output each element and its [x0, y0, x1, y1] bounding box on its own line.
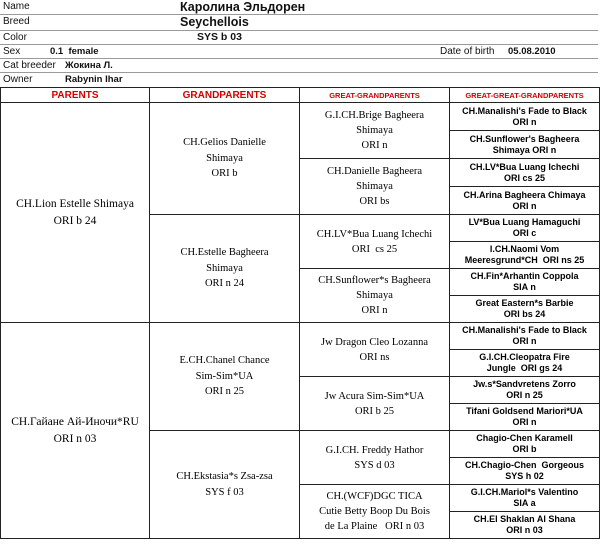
gggp-line2: ORI n 25	[506, 390, 543, 400]
breed-value: Seychellois	[180, 15, 249, 29]
gggp-line1: CH.Arina Bagheera Chimaya	[463, 189, 586, 200]
col-header-grandparents: GRANDPARENTS	[150, 88, 300, 103]
great-grandparent-cell	[300, 431, 450, 485]
gggp-line1: CH.Fin*Arhantin Coppola	[470, 271, 579, 281]
gggp-cell	[450, 458, 600, 485]
ggp-line1: CH.(WCF)DGC TICA	[326, 491, 423, 502]
great-grandparent-cell	[300, 323, 450, 377]
gggp-cell	[450, 187, 600, 215]
gggp-line1: Great Eastern*s Barbie	[475, 298, 574, 308]
breeder-row	[0, 59, 598, 73]
gggp-cell	[450, 377, 600, 404]
parent-name: CH.Lion Estelle Shimaya	[16, 197, 134, 210]
gggp-line2: ORI n	[512, 336, 537, 346]
grandparent-line1: CH.Estelle Bagheera	[180, 247, 269, 259]
breeder-value: Жокина Л.	[65, 60, 113, 71]
ggp-line2: ORI b 25	[354, 405, 395, 417]
breed-label: Breed	[3, 16, 30, 27]
gggp-line1: Chagio-Chen Karamell	[476, 433, 573, 443]
breeder-label: Cat breeder	[3, 60, 56, 71]
ggp-line2: ORI ns	[359, 351, 390, 363]
ggp-line3: ORI bs	[359, 196, 390, 207]
gggp-line2: ORI c	[512, 228, 537, 238]
gggp-cell	[450, 159, 600, 187]
gggp-line2: ORI cs 25	[503, 172, 546, 183]
gggp-line2: ORI b	[512, 444, 537, 454]
owner-label: Owner	[3, 74, 33, 85]
name-row	[0, 0, 598, 15]
gggp-line2: ORI n	[512, 417, 537, 427]
dob-label: Date of birth	[440, 46, 495, 57]
color-label: Color	[3, 32, 27, 43]
gggp-line1: CH.Chagio-Chen Gorgeous	[465, 460, 584, 470]
gggp-cell	[450, 512, 600, 539]
ggp-line1: CH.LV*Bua Luang Ichechi	[316, 228, 433, 240]
grandparent-line1: E.CH.Chanel Chance	[179, 355, 270, 367]
breed-row	[0, 15, 598, 31]
gggp-cell	[450, 103, 600, 131]
ggp-line1: G.I.CH.Brige Bagheera	[324, 110, 425, 121]
gggp-cell	[450, 323, 600, 350]
gggp-line1: CH.El Shaklan Al Shana	[473, 514, 576, 524]
ggp-line1: CH.Sunflower*s Bagheera	[318, 275, 431, 286]
gggp-cell	[450, 131, 600, 159]
gggp-line1: G.I.CH.Cleopatra Fire	[479, 352, 570, 362]
owner-row	[0, 73, 598, 86]
col-header-great-grandparents: GREAT-GRANDPARENTS	[300, 88, 450, 103]
gggp-line2: ORI n	[512, 116, 537, 127]
gggp-cell	[450, 485, 600, 512]
grandparent-line3: ORI n 24	[204, 278, 245, 290]
gggp-line1: G.I.CH.Mariol*s Valentino	[470, 487, 579, 497]
gggp-line2: SYS h 02	[505, 471, 544, 481]
gggp-line2: ORI bs 24	[503, 309, 546, 319]
great-grandparent-cell	[300, 159, 450, 215]
parent-cell	[1, 103, 150, 323]
gggp-cell	[450, 404, 600, 431]
gggp-line2: SIA a	[513, 498, 536, 508]
gggp-line1: CH.Manalishi's Fade to Black	[462, 105, 587, 116]
gggp-cell	[450, 269, 600, 296]
gggp-line2: ORI n	[512, 200, 537, 211]
cat-name: Каролина Эльдорен	[180, 0, 306, 14]
parent-cell	[1, 323, 150, 539]
ggp-line2: SYS d 03	[354, 459, 395, 471]
ggp-line1: G.I.CH. Freddy Hathor	[325, 444, 424, 456]
grandparent-line2: SYS f 03	[205, 486, 244, 498]
ggp-line1: CH.Danielle Bagheera	[326, 166, 423, 177]
gggp-line1: CH.Manalishi's Fade to Black	[462, 325, 587, 335]
ggp-line1: Jw Dragon Cleo Lozanna	[320, 336, 428, 348]
ggp-line2: Shimaya	[356, 290, 393, 301]
ggp-line1: Jw Acura Sim-Sim*UA	[324, 390, 425, 402]
color-value: SYS b 03	[197, 31, 242, 43]
gggp-cell	[450, 296, 600, 323]
grandparent-cell	[150, 103, 300, 215]
sex-label: Sex	[3, 46, 21, 57]
grandparent-cell	[150, 215, 300, 323]
gggp-cell	[450, 242, 600, 269]
gggp-line1: Tifani Goldsend Mariori*UA	[466, 406, 583, 416]
gggp-line2: Jungle ORI gs 24	[486, 363, 563, 373]
gggp-line1: Jw.s*Sandvretens Zorro	[473, 379, 576, 389]
gggp-line2: Meeresgrund*CH ORI ns 25	[464, 255, 585, 265]
parent-reg: ORI n 03	[53, 432, 97, 445]
grandparent-line3: ORI n 25	[204, 386, 245, 398]
grandparent-cell	[150, 431, 300, 539]
gggp-line1: I.CH.Naomi Vom	[489, 244, 560, 254]
parent-reg: ORI b 24	[53, 214, 97, 227]
gggp-line2: SIA n	[513, 282, 536, 292]
sex-value: 0.1 female	[50, 46, 99, 57]
grandparent-line1: CH.Ekstasia*s Zsa-zsa	[176, 471, 273, 482]
gggp-line2: ORI n 03	[506, 525, 543, 535]
dob-value: 05.08.2010	[508, 46, 556, 57]
col-header-parents: PARENTS	[1, 88, 150, 103]
ggp-line3: ORI n	[361, 305, 388, 316]
gggp-line2: Shimaya ORI n	[492, 144, 557, 155]
grandparent-line2: Shimaya	[206, 152, 243, 164]
color-row	[0, 31, 598, 45]
gggp-cell	[450, 431, 600, 458]
ggp-line2: Shimaya	[356, 181, 393, 192]
parent-name: CH.Гайане Ай-Иночи*RU	[11, 415, 139, 428]
ggp-line2: Cutie Betty Boop Du Bois	[319, 506, 430, 517]
gggp-line1: CH.Sunflower's Bagheera	[469, 133, 580, 144]
great-grandparent-cell	[300, 103, 450, 159]
ggp-line3: ORI n	[361, 140, 388, 151]
grandparent-line2: Sim-Sim*UA	[195, 370, 254, 382]
col-header-great-great-grandparents: GREAT-GREAT-GRANDPARENTS	[450, 88, 600, 103]
ggp-line2: ORI cs 25	[351, 243, 398, 255]
grandparent-cell	[150, 323, 300, 431]
grandparent-line3: ORI b	[211, 168, 238, 180]
great-grandparent-cell	[300, 269, 450, 323]
ggp-line2: Shimaya	[356, 125, 393, 136]
great-grandparent-cell	[300, 215, 450, 269]
gggp-line1: CH.LV*Bua Luang Ichechi	[469, 161, 580, 172]
name-label: Name	[3, 1, 30, 12]
gggp-cell	[450, 350, 600, 377]
grandparent-line1: CH.Gelios Danielle	[183, 137, 266, 149]
great-grandparent-cell	[300, 377, 450, 431]
grandparent-line2: Shimaya	[206, 262, 243, 274]
great-grandparent-cell	[300, 485, 450, 539]
pedigree-table	[0, 87, 600, 539]
gggp-line1: LV*Bua Luang Hamaguchi	[468, 217, 581, 227]
owner-value: Rabynin Ihar	[65, 74, 123, 85]
sex-row	[0, 45, 598, 59]
ggp-line3: de La Plaine ORI n 03	[324, 521, 425, 532]
gggp-cell	[450, 215, 600, 242]
